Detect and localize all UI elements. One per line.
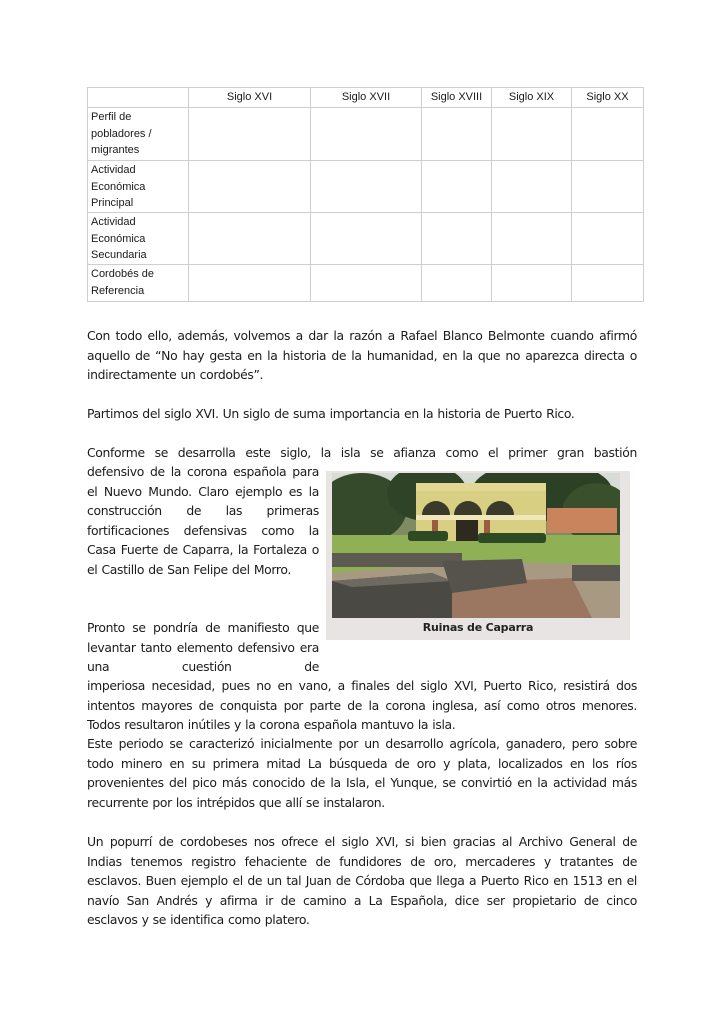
table-row	[88, 265, 644, 302]
row-label-line: Económica	[91, 180, 146, 193]
row-label-line: Perfil de	[91, 111, 132, 123]
table-cell	[572, 161, 644, 213]
row-label-line: Secundaria	[91, 249, 147, 261]
figure-caption: Ruinas de Caparra	[422, 621, 534, 634]
row-label	[88, 161, 189, 213]
row-label-line: migrantes	[91, 144, 140, 156]
table-header-cell: Siglo XIX	[492, 88, 572, 108]
row-label	[88, 265, 189, 302]
table-cell	[492, 265, 572, 302]
row-label-line: Actividad	[91, 164, 136, 176]
table-header-cell: Siglo XVII	[311, 88, 422, 108]
table-header-cell: Siglo XX	[572, 88, 644, 108]
table-header-cell: Siglo XVIII	[422, 88, 492, 108]
ruins-illustration	[332, 473, 620, 618]
paragraph-bastion-line1: Conforme se desarrolla este siglo, la isla se afianza como el primer gran bastión	[87, 445, 637, 460]
row-label	[88, 213, 189, 265]
table-cell	[572, 108, 644, 161]
table-cell	[189, 161, 311, 213]
table-header-cell	[88, 88, 189, 108]
paragraph-siglo-xvi: Partimos del siglo XVI. Un siglo de suma importancia en la historia de Puerto Rico.	[87, 406, 575, 421]
table-cell	[492, 213, 572, 265]
paragraph-desarrollo: Este periodo se caracterizó inicialmente por un desarrollo agrícola, ganadero, pero sobre todo minero en su primera mitad La búsqueda de oro y plata, localizados en los ríos provenientes del pico más conocido de la Isla, el Yunque, se convirtió en la actividad más recurrente por los intrépidos que allí se instalaron.	[87, 736, 637, 810]
table-cell	[492, 161, 572, 213]
row-label-line: Principal	[91, 197, 134, 209]
table-cell	[422, 265, 492, 302]
paragraph-popurri: Un popurrí de cordobeses nos ofrece el siglo XVI, si bien gracias al Archivo General de Indias tenemos registro fehaciente de fundidores de oro, mercaderes y tratantes de esclavos. Buen ejemplo el de un tal Juan de Córdoba que llega a Puerto Rico en 1513 en el navío San Andrés y afirma ir de camino a La Española, dice ser propietario de cinco esclavos y se identifica como platero.	[87, 834, 637, 927]
table-cell	[311, 213, 422, 265]
row-label-line: Económica	[91, 232, 146, 245]
centuries-table	[87, 87, 644, 302]
paragraph-pronto-wrapped: Pronto se pondría de manifiesto que levantar tanto elemento defensivo era una cuestión de	[87, 620, 319, 674]
table-cell	[422, 161, 492, 213]
table-row	[88, 161, 644, 213]
table-cell	[422, 213, 492, 265]
table-cell	[492, 108, 572, 161]
row-label-line: Referencia	[91, 284, 145, 297]
paragraph-pronto-continued: imperiosa necesidad, pues no en vano, a finales del siglo XVI, Puerto Rico, resistirá dos intentos mayores de conquista por parte de la corona inglesa, así como otros menores. Todos resultaron inútiles y la corona española mantuvo la isla.	[87, 678, 637, 732]
table-cell	[311, 108, 422, 161]
table-cell	[311, 265, 422, 302]
table-cell	[189, 108, 311, 161]
table-cell	[189, 265, 311, 302]
row-label-line: pobladores /	[91, 127, 152, 140]
table-cell	[189, 213, 311, 265]
table-row	[88, 213, 644, 265]
table-header-cell: Siglo XVI	[189, 88, 311, 108]
table-cell	[572, 213, 644, 265]
table-cell	[311, 161, 422, 213]
row-label	[88, 108, 189, 161]
table-header-row	[88, 88, 644, 108]
table-row	[88, 108, 644, 161]
table-cell	[422, 108, 492, 161]
ruins-photo	[332, 473, 620, 618]
figure-ruinas-caparra	[326, 471, 630, 640]
table-cell	[572, 265, 644, 302]
paragraph-bastion-wrapped: defensivo de la corona española para el Nuevo Mundo. Claro ejemplo es la construcción de las primeras fortificaciones defensivas como la Casa Fuerte de Caparra, la Fortaleza o el Castillo de San Felipe del Morro.	[87, 464, 319, 577]
row-label-line: Cordobés de	[91, 268, 154, 280]
paragraph-blanco-belmonte: Con todo ello, además, volvemos a dar la razón a Rafael Blanco Belmonte cuando afirmó aquello de “No hay gesta en la historia de la humanidad, en la que no aparezca directa o indirectamente un cordobés”.	[87, 328, 637, 382]
row-label-line: Actividad	[91, 216, 136, 228]
